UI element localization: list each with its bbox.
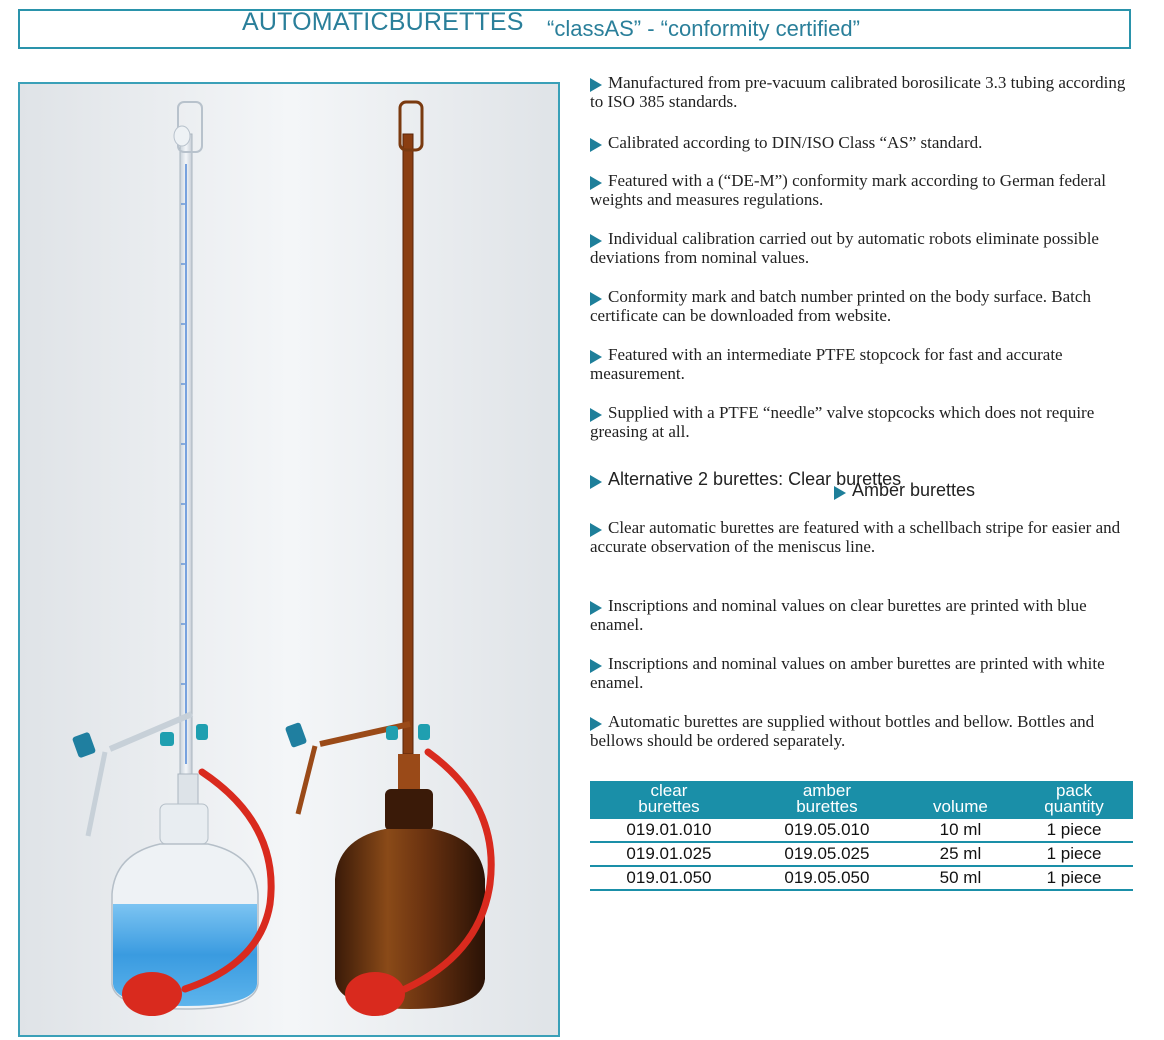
cell-clear: 019.01.010 <box>590 819 748 842</box>
table-row <box>590 819 1133 842</box>
cell-amber: 019.05.050 <box>748 866 906 890</box>
alternatives-item: Alternative 2 burettes: Clear burettes Amber burettes <box>590 470 1130 489</box>
cell-pack: 1 piece <box>1015 819 1133 842</box>
arrow-icon <box>590 78 602 92</box>
feature-item: Inscriptions and nominal values on amber burettes are printed with white enamel. <box>590 654 1105 692</box>
table-header-row <box>590 781 1133 819</box>
product-table <box>590 781 1133 891</box>
page-title: AUTOMATICBURETTES <box>242 8 524 36</box>
title-box <box>18 9 1131 49</box>
cell-pack: 1 piece <box>1015 842 1133 866</box>
arrow-icon <box>590 659 602 673</box>
cell-amber: 019.05.025 <box>748 842 906 866</box>
cell-amber: 019.05.010 <box>748 819 906 842</box>
arrow-icon <box>590 601 602 615</box>
bellow-bulb-left <box>122 972 182 1016</box>
cell-clear: 019.01.050 <box>590 866 748 890</box>
col-pack-quantity: pack quantity <box>1015 781 1133 819</box>
feature-item: Supplied with a PTFE “needle” valve stopcocks which does not require greasing at all. <box>590 403 1095 441</box>
arrow-icon <box>590 475 602 489</box>
arrow-icon <box>590 234 602 248</box>
feature-item: Featured with a (“DE-M”) conformity mark according to German federal weights and measures regulations. <box>590 171 1106 209</box>
col-amber-burettes: amber burettes <box>748 781 906 819</box>
feature-item: Featured with an intermediate PTFE stopcock for fast and accurate measurement. <box>590 345 1063 383</box>
arrow-icon <box>590 350 602 364</box>
feature-item: Inscriptions and nominal values on clear burettes are printed with blue enamel. <box>590 596 1087 634</box>
arrow-icon <box>590 523 602 537</box>
cell-volume: 25 ml <box>906 842 1015 866</box>
feature-item: Calibrated according to DIN/ISO Class “AS” standard. <box>590 133 1130 152</box>
product-photo <box>18 82 560 1037</box>
arrow-icon <box>590 408 602 422</box>
arrow-icon <box>834 486 846 500</box>
col-clear-burettes: clear burettes <box>590 781 748 819</box>
feature-item: Manufactured from pre-vacuum calibrated borosilicate 3.3 tubing according to ISO 385 standards. <box>590 73 1126 111</box>
burettes-illustration <box>20 84 560 1037</box>
feature-item: Individual calibration carried out by automatic robots eliminate possible deviations from nominal values. <box>590 229 1099 267</box>
feature-item: Automatic burettes are supplied without bottles and bellow. Bottles and bellows should be ordered separately. <box>590 712 1095 750</box>
cell-clear: 019.01.025 <box>590 842 748 866</box>
feature-item: Clear automatic burettes are featured with a schellbach stripe for easier and accurate observation of the meniscus line. <box>590 518 1121 556</box>
cell-volume: 10 ml <box>906 819 1015 842</box>
cell-volume: 50 ml <box>906 866 1015 890</box>
table-row <box>590 842 1133 866</box>
arrow-icon <box>590 138 602 152</box>
page-subtitle: “classAS” - “conformity certified” <box>547 16 860 41</box>
bellow-bulb-right <box>345 972 405 1016</box>
table-row <box>590 866 1133 890</box>
arrow-icon <box>590 717 602 731</box>
cell-pack: 1 piece <box>1015 866 1133 890</box>
arrow-icon <box>590 292 602 306</box>
feature-item: Conformity mark and batch number printed on the body surface. Batch certificate can be downloaded from website. <box>590 287 1091 325</box>
arrow-icon <box>590 176 602 190</box>
col-volume: volume <box>906 781 1015 819</box>
amber-option: Amber burettes <box>834 481 975 500</box>
